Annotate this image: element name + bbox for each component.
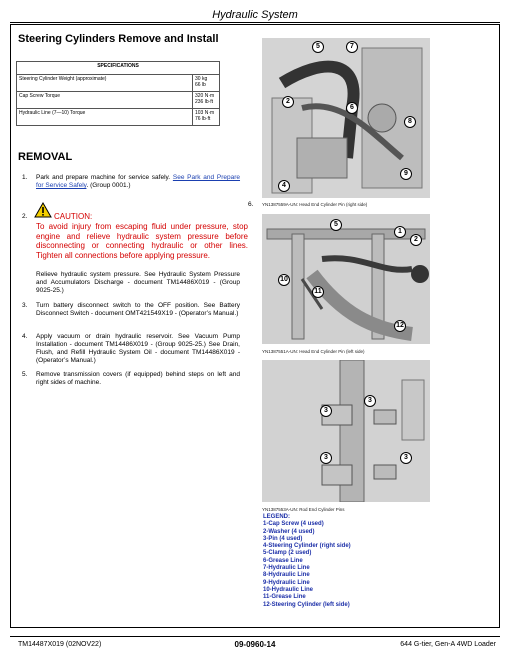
callout-9: 9	[400, 168, 412, 180]
removal-heading: REMOVAL	[18, 151, 73, 163]
callout-2: 2	[410, 234, 422, 246]
table-row	[17, 92, 220, 109]
spec-value: 320 N·m 236 lb·ft	[193, 92, 220, 109]
running-header: Hydraulic System	[212, 9, 298, 21]
callout-6: 6	[346, 102, 358, 114]
callout-3: 3	[320, 405, 332, 417]
table-row	[17, 75, 220, 92]
spec-value: 30 kg 66 lb	[193, 75, 220, 92]
callout-10: 10	[278, 274, 290, 286]
legend-item: 10-Hydraulic Line	[263, 586, 314, 593]
figure-caption: YN1387559A-UN: Head End Cylinder Pin (right side)	[262, 202, 368, 207]
spec-value: 103 N·m 76 lb·ft	[193, 109, 220, 126]
figure-left-side-head-pin	[262, 214, 430, 344]
step-number: 2.	[22, 213, 28, 220]
table-row	[17, 109, 220, 126]
figure-caption: YN1387551A-UN: Head End Cylinder Pin (left side)	[262, 349, 365, 354]
figure-illustration	[262, 360, 430, 502]
header-rule	[10, 22, 500, 23]
step-number: 3.	[22, 302, 28, 309]
spec-label: Hydraulic Line (7—10) Torque	[17, 109, 193, 126]
callout-12: 12	[394, 320, 406, 332]
step-text: Relieve hydraulic system pressure. See Hydraulic System Pressure and Accumulators Discharge - document TM14486X019 - (Group 9025-25.)	[36, 271, 240, 294]
legend-item: 12-Steering Cylinder (left side)	[263, 601, 350, 608]
spec-label: Cap Screw Torque	[17, 92, 193, 109]
callout-3: 3	[364, 395, 376, 407]
step-text: Turn battery disconnect switch to the OFF position. See Battery Disconnect Switch - document OMT421549X19 - (Operator’s Manual.)	[36, 302, 240, 317]
footer-doc-id: TM14487X019 (02NOV22)	[18, 641, 102, 648]
callout-4: 4	[278, 180, 290, 192]
step-5	[22, 371, 240, 391]
callout-1: 1	[394, 226, 406, 238]
callout-3: 3	[400, 452, 412, 464]
callout-2: 2	[282, 96, 294, 108]
legend-title: LEGEND:	[263, 514, 290, 520]
spec-label: Steering Cylinder Weight (approximate)	[17, 75, 193, 92]
figure-rod-end-pins	[262, 360, 430, 502]
step-text: . (Group 0001.)	[86, 182, 131, 189]
step-number: 1.	[22, 174, 28, 181]
callout-5: 5	[330, 219, 342, 231]
spec-heading: SPECIFICATIONS	[17, 62, 220, 75]
legend-item: 1-Cap Screw (4 used)	[263, 521, 324, 528]
step-2	[22, 201, 248, 301]
footer-model: 644 G-tier, Gen-A 4WD Loader	[400, 641, 496, 648]
warning-triangle-icon	[34, 202, 52, 218]
legend-item: 2-Washer (4 used)	[263, 528, 315, 535]
park-prepare-link[interactable]: See Park and Prepare for Service Safely	[36, 174, 241, 189]
specifications-table	[16, 61, 220, 126]
legend-item: 4-Steering Cylinder (right side)	[263, 543, 351, 550]
step-4	[22, 333, 240, 375]
section-title: Steering Cylinders Remove and Install	[18, 33, 219, 45]
legend-item: 9-Hydraulic Line	[263, 579, 310, 586]
caution-label: CAUTION:	[54, 212, 93, 221]
callout-11: 11	[312, 286, 324, 298]
callout-8: 8	[404, 116, 416, 128]
legend	[263, 514, 463, 609]
figure-right-side-head-pin	[262, 38, 430, 198]
step-number: 5.	[22, 371, 28, 378]
step-text: Remove transmission covers (if equipped) behind steps on left and right sides of machine.	[36, 371, 240, 386]
caution-text: To avoid injury from escaping fluid under pressure, stop engine and relieve hydraulic system pressure before disconnecting or connecting hydraulic or other lines. Tighten all connections before applying pressure.	[36, 222, 248, 260]
figure-caption: YN1387553A-UN: Rod End Cylinder Pins	[262, 507, 345, 512]
legend-item: 8-Hydraulic Line	[263, 572, 310, 579]
footer-page-number: 09-0960-14	[234, 640, 276, 649]
step-number: 4.	[22, 333, 28, 340]
legend-item: 6-Grease Line	[263, 557, 303, 564]
step-6-number: 6.	[248, 201, 254, 208]
step-text: Apply vacuum or drain hydraulic reservoir. See Vacuum Pump Installation - document TM14486X019 - (Group 9025-25.) See Drain, Flush, and Refill Hydraulic System Oil - document TM14486X019 - (Operator’s Manual.)	[36, 333, 240, 364]
callout-7: 7	[346, 41, 358, 53]
legend-item: 3-Pin (4 used)	[263, 535, 303, 542]
step-1	[22, 174, 240, 194]
footer-rule	[10, 636, 500, 637]
step-text: Park and prepare machine for service safely.	[36, 174, 171, 181]
callout-3: 3	[320, 452, 332, 464]
legend-item: 5-Clamp (2 used)	[263, 550, 312, 557]
legend-item: 11-Grease Line	[263, 594, 306, 601]
step-3	[22, 302, 240, 336]
callout-5: 5	[312, 41, 324, 53]
legend-item: 7-Hydraulic Line	[263, 565, 310, 572]
